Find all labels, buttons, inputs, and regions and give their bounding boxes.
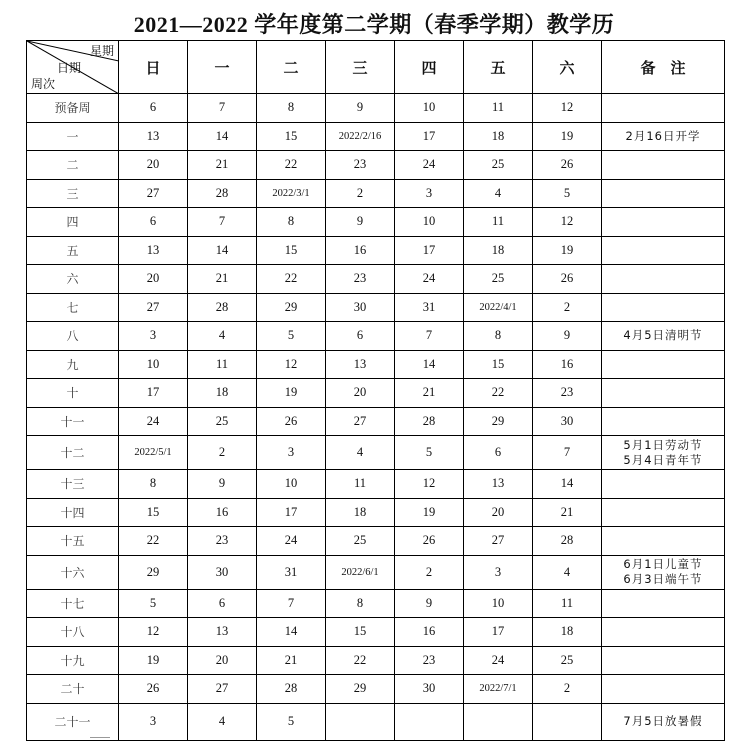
date-cell: 25 [188, 407, 257, 436]
header-row [27, 41, 725, 94]
week-number-cell: 六 [27, 265, 119, 294]
date-cell: 13 [326, 350, 395, 379]
date-cell: 28 [257, 675, 326, 704]
week-number-cell: 十六 [27, 555, 119, 589]
week-number-cell: 二十 [27, 675, 119, 704]
table-row [27, 527, 725, 556]
week-number-cell: 十 [27, 379, 119, 408]
week-number-cell: 八 [27, 322, 119, 351]
corner-date-label: 日期 [57, 61, 82, 75]
date-cell: 31 [257, 555, 326, 589]
date-cell: 26 [533, 265, 602, 294]
date-cell: 22 [257, 265, 326, 294]
note-cell [602, 470, 725, 499]
date-cell: 21 [395, 379, 464, 408]
date-cell: 6 [326, 322, 395, 351]
week-number-cell: 十九 [27, 646, 119, 675]
date-cell: 30 [533, 407, 602, 436]
note-cell [602, 208, 725, 237]
date-cell: 13 [464, 470, 533, 499]
date-cell: 19 [533, 236, 602, 265]
date-cell: 15 [119, 498, 188, 527]
date-cell: 19 [119, 646, 188, 675]
table-row [27, 555, 725, 589]
note-cell [602, 675, 725, 704]
note-cell [602, 179, 725, 208]
date-cell: 13 [188, 618, 257, 647]
date-cell: 8 [464, 322, 533, 351]
date-cell: 4 [188, 703, 257, 740]
date-cell: 19 [395, 498, 464, 527]
note-cell [602, 527, 725, 556]
day-header-fri: 五 [464, 41, 533, 94]
week-number-cell: 四 [27, 208, 119, 237]
date-cell [464, 703, 533, 740]
table-row [27, 94, 725, 123]
note-line: 4月5日清明节 [623, 328, 703, 343]
note-line: 6月3日端午节 [623, 572, 703, 586]
date-cell: 4 [464, 179, 533, 208]
date-cell: 15 [326, 618, 395, 647]
date-cell: 19 [533, 122, 602, 151]
date-cell: 7 [188, 208, 257, 237]
date-cell: 16 [533, 350, 602, 379]
date-cell: 21 [257, 646, 326, 675]
date-cell: 21 [188, 265, 257, 294]
note-cell [602, 122, 725, 151]
week-number-cell: 预备周 [27, 94, 119, 123]
date-cell: 2 [533, 293, 602, 322]
date-cell: 27 [119, 293, 188, 322]
date-cell: 5 [257, 703, 326, 740]
note-cell [602, 94, 725, 123]
date-cell: 11 [188, 350, 257, 379]
date-cell: 4 [326, 436, 395, 470]
date-cell: 26 [533, 151, 602, 180]
date-cell: 4 [188, 322, 257, 351]
date-cell: 20 [464, 498, 533, 527]
date-cell: 27 [464, 527, 533, 556]
week-number-cell: 十八 [27, 618, 119, 647]
date-cell: 9 [326, 208, 395, 237]
date-cell [326, 703, 395, 740]
note-cell [602, 436, 725, 470]
date-cell: 25 [533, 646, 602, 675]
date-cell: 13 [119, 236, 188, 265]
date-cell: 16 [188, 498, 257, 527]
date-cell: 13 [119, 122, 188, 151]
note-cell [602, 589, 725, 618]
date-cell: 15 [257, 236, 326, 265]
date-cell: 6 [464, 436, 533, 470]
date-cell: 6 [119, 94, 188, 123]
date-cell: 11 [464, 94, 533, 123]
date-cell: 3 [464, 555, 533, 589]
date-cell: 28 [395, 407, 464, 436]
week-number-cell: 十二 [27, 436, 119, 470]
table-row [27, 208, 725, 237]
date-cell: 31 [395, 293, 464, 322]
date-cell: 3 [119, 703, 188, 740]
note-cell [602, 322, 725, 351]
date-cell: 24 [257, 527, 326, 556]
date-cell: 2022/7/1 [464, 675, 533, 704]
note-cell [602, 646, 725, 675]
date-cell: 28 [188, 179, 257, 208]
note-cell [602, 350, 725, 379]
table-row [27, 265, 725, 294]
date-cell: 24 [464, 646, 533, 675]
date-cell: 23 [326, 265, 395, 294]
date-cell: 16 [395, 618, 464, 647]
date-cell: 11 [464, 208, 533, 237]
date-cell: 14 [395, 350, 464, 379]
note-cell [602, 151, 725, 180]
page-edge-fragment [90, 737, 110, 740]
date-cell: 28 [188, 293, 257, 322]
date-cell: 15 [257, 122, 326, 151]
date-cell: 17 [119, 379, 188, 408]
date-cell: 12 [119, 618, 188, 647]
table-row [27, 470, 725, 499]
date-cell: 19 [257, 379, 326, 408]
date-cell: 6 [188, 589, 257, 618]
date-cell: 14 [188, 236, 257, 265]
date-cell: 23 [395, 646, 464, 675]
date-cell: 20 [188, 646, 257, 675]
date-cell: 18 [188, 379, 257, 408]
date-cell: 22 [257, 151, 326, 180]
date-cell: 27 [188, 675, 257, 704]
date-cell: 2 [326, 179, 395, 208]
date-cell: 3 [395, 179, 464, 208]
date-cell: 9 [395, 589, 464, 618]
week-number-cell: 十三 [27, 470, 119, 499]
date-cell: 9 [188, 470, 257, 499]
date-cell: 17 [257, 498, 326, 527]
date-cell: 25 [464, 151, 533, 180]
date-cell: 18 [464, 122, 533, 151]
date-cell: 30 [326, 293, 395, 322]
day-header-sat: 六 [533, 41, 602, 94]
date-cell: 29 [326, 675, 395, 704]
date-cell: 27 [119, 179, 188, 208]
date-cell: 12 [257, 350, 326, 379]
date-cell: 12 [533, 94, 602, 123]
date-cell: 17 [464, 618, 533, 647]
note-line: 2月16日开学 [625, 128, 701, 143]
table-row [27, 646, 725, 675]
table-row [27, 350, 725, 379]
note-line: 5月1日劳动节 [623, 437, 703, 452]
date-cell: 20 [119, 265, 188, 294]
day-header-thu: 四 [395, 41, 464, 94]
date-cell: 23 [533, 379, 602, 408]
date-cell: 30 [188, 555, 257, 589]
date-cell: 22 [326, 646, 395, 675]
date-cell: 26 [395, 527, 464, 556]
date-cell: 23 [188, 527, 257, 556]
note-line: 6月1日儿童节 [623, 557, 703, 571]
date-cell: 2 [188, 436, 257, 470]
date-cell: 5 [533, 179, 602, 208]
date-cell: 5 [257, 322, 326, 351]
date-cell: 24 [395, 265, 464, 294]
date-cell: 17 [395, 236, 464, 265]
table-row [27, 379, 725, 408]
date-cell: 28 [533, 527, 602, 556]
date-cell: 24 [119, 407, 188, 436]
week-number-cell: 五 [27, 236, 119, 265]
date-cell: 8 [326, 589, 395, 618]
week-number-cell: 三 [27, 179, 119, 208]
note-cell [602, 293, 725, 322]
week-number-cell: 七 [27, 293, 119, 322]
calendar-title: 2021—2022 学年度第二学期（春季学期）教学历 [133, 12, 615, 37]
date-cell: 22 [464, 379, 533, 408]
date-cell [533, 703, 602, 740]
date-cell: 27 [326, 407, 395, 436]
table-row [27, 293, 725, 322]
note-cell [602, 703, 725, 740]
date-cell: 5 [395, 436, 464, 470]
date-cell: 25 [464, 265, 533, 294]
date-cell: 7 [188, 94, 257, 123]
date-cell: 2022/6/1 [326, 555, 395, 589]
date-cell: 8 [119, 470, 188, 499]
date-cell: 6 [119, 208, 188, 237]
date-cell: 26 [119, 675, 188, 704]
date-cell: 10 [395, 94, 464, 123]
date-cell: 18 [533, 618, 602, 647]
table-row [27, 151, 725, 180]
date-cell: 11 [533, 589, 602, 618]
day-header-mon: 一 [188, 41, 257, 94]
table-row [27, 407, 725, 436]
date-cell: 21 [533, 498, 602, 527]
week-number-cell: 九 [27, 350, 119, 379]
week-number-cell: 二十一 [27, 703, 119, 740]
date-cell: 22 [119, 527, 188, 556]
note-line: 5月4日青年节 [623, 452, 703, 467]
date-cell: 8 [257, 94, 326, 123]
table-row [27, 703, 725, 740]
corner-week-label: 星期 [89, 44, 114, 58]
table-row [27, 618, 725, 647]
date-cell: 7 [257, 589, 326, 618]
date-cell: 25 [326, 527, 395, 556]
date-cell: 2022/2/16 [326, 122, 395, 151]
note-cell [602, 236, 725, 265]
date-cell: 12 [533, 208, 602, 237]
date-cell: 20 [119, 151, 188, 180]
table-row [27, 236, 725, 265]
week-number-cell: 十五 [27, 527, 119, 556]
date-cell: 7 [395, 322, 464, 351]
table-row [27, 122, 725, 151]
notes-header: 备 注 [602, 41, 725, 94]
date-cell: 3 [257, 436, 326, 470]
teaching-calendar-table [26, 40, 725, 741]
date-cell: 16 [326, 236, 395, 265]
table-row [27, 675, 725, 704]
date-cell: 29 [119, 555, 188, 589]
date-cell: 18 [326, 498, 395, 527]
note-cell [602, 555, 725, 589]
date-cell: 2022/5/1 [119, 436, 188, 470]
date-cell: 20 [326, 379, 395, 408]
day-header-wed: 三 [326, 41, 395, 94]
date-cell: 7 [533, 436, 602, 470]
table-row [27, 436, 725, 470]
date-cell: 5 [119, 589, 188, 618]
date-cell: 23 [326, 151, 395, 180]
note-cell [602, 379, 725, 408]
day-header-sun: 日 [119, 41, 188, 94]
date-cell: 10 [395, 208, 464, 237]
date-cell: 2 [395, 555, 464, 589]
date-cell [395, 703, 464, 740]
date-cell: 14 [533, 470, 602, 499]
date-cell: 29 [464, 407, 533, 436]
date-cell: 10 [464, 589, 533, 618]
table-row [27, 589, 725, 618]
day-header-tue: 二 [257, 41, 326, 94]
week-number-cell: 二 [27, 151, 119, 180]
note-line: 7月5日放暑假 [623, 714, 703, 728]
date-cell: 10 [257, 470, 326, 499]
note-cell [602, 498, 725, 527]
date-cell: 10 [119, 350, 188, 379]
week-number-cell: 一 [27, 122, 119, 151]
date-cell: 12 [395, 470, 464, 499]
week-number-cell: 十四 [27, 498, 119, 527]
date-cell: 29 [257, 293, 326, 322]
note-cell [602, 618, 725, 647]
date-cell: 15 [464, 350, 533, 379]
table-row [27, 179, 725, 208]
table-row [27, 322, 725, 351]
week-number-cell: 十一 [27, 407, 119, 436]
date-cell: 2 [533, 675, 602, 704]
date-cell: 14 [188, 122, 257, 151]
date-cell: 24 [395, 151, 464, 180]
table-row [27, 498, 725, 527]
date-cell: 3 [119, 322, 188, 351]
date-cell: 30 [395, 675, 464, 704]
date-cell: 26 [257, 407, 326, 436]
date-cell: 18 [464, 236, 533, 265]
date-cell: 17 [395, 122, 464, 151]
corner-week-no-label: 周次 [31, 77, 56, 91]
date-cell: 9 [533, 322, 602, 351]
date-cell: 2022/4/1 [464, 293, 533, 322]
date-cell: 14 [257, 618, 326, 647]
note-cell [602, 265, 725, 294]
week-number-cell: 十七 [27, 589, 119, 618]
date-cell: 11 [326, 470, 395, 499]
note-cell [602, 407, 725, 436]
date-cell: 21 [188, 151, 257, 180]
date-cell: 2022/3/1 [257, 179, 326, 208]
corner-header-cell [27, 41, 119, 94]
date-cell: 9 [326, 94, 395, 123]
date-cell: 8 [257, 208, 326, 237]
date-cell: 4 [533, 555, 602, 589]
